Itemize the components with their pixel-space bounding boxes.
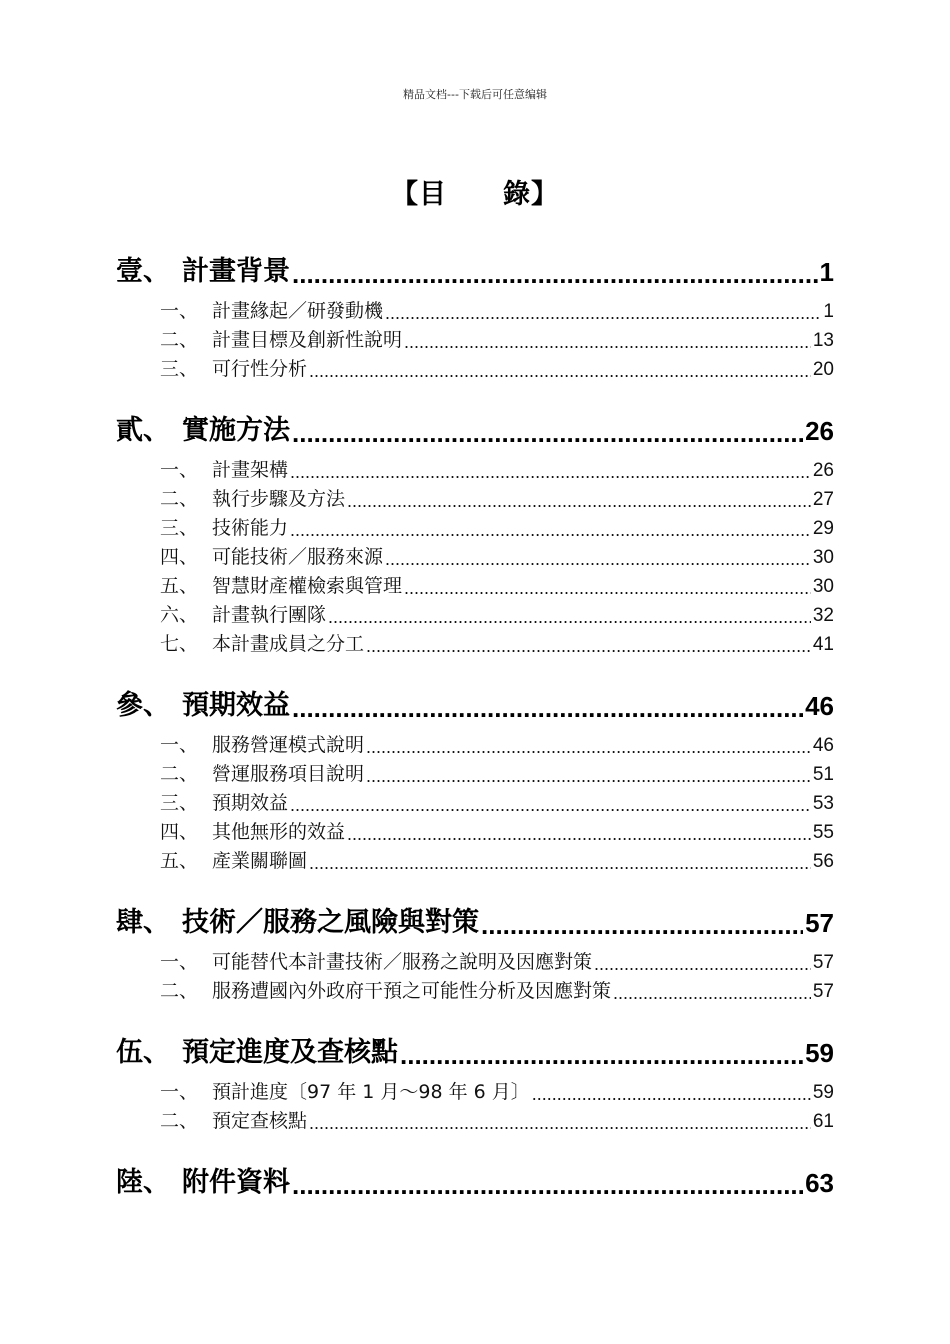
subsection-title: 產業關聯圖 xyxy=(212,850,308,872)
toc-subsection-entry[interactable] xyxy=(160,728,834,757)
toc-subsection-entry[interactable] xyxy=(160,974,834,1003)
dot-leader xyxy=(328,608,811,627)
subsection-number: 二、 xyxy=(160,1110,199,1132)
dot-leader xyxy=(309,1114,811,1133)
subsection-number: 一、 xyxy=(160,459,199,481)
toc-subsection-entry[interactable] xyxy=(160,453,834,482)
page-number: 26 xyxy=(812,460,834,481)
toc-subsection-list xyxy=(116,1075,834,1133)
dot-leader xyxy=(404,579,811,598)
subsection-title: 計畫目標及創新性說明 xyxy=(212,329,403,351)
page-number: 57 xyxy=(812,952,834,973)
toc-subsection-entry[interactable] xyxy=(160,352,834,381)
subsection-number: 二、 xyxy=(160,980,199,1002)
subsection-title: 營運服務項目說明 xyxy=(212,763,365,785)
subsection-number: 三、 xyxy=(160,792,199,814)
dot-leader xyxy=(292,695,803,722)
dot-leader xyxy=(366,767,811,786)
subsection-number: 一、 xyxy=(160,734,199,756)
subsection-title: 智慧財產權檢索與管理 xyxy=(212,575,403,597)
chapter-title: 預定進度及查核點 xyxy=(182,1037,398,1068)
toc-subsection-entry[interactable] xyxy=(160,511,834,540)
toc-subsection-entry[interactable] xyxy=(160,757,834,786)
dot-leader xyxy=(290,463,811,482)
page-number: 1 xyxy=(823,301,834,322)
page-number: 56 xyxy=(812,851,834,872)
page-number: 1 xyxy=(819,257,834,287)
toc-chapter-entry[interactable] xyxy=(116,1025,834,1069)
toc-subsection-entry[interactable] xyxy=(160,786,834,815)
subsection-number: 二、 xyxy=(160,329,199,351)
subsection-title: 技術能力 xyxy=(212,517,289,539)
subsection-number: 一、 xyxy=(160,1081,199,1103)
chapter-number: 肆、 xyxy=(116,907,170,938)
toc-subsection-entry[interactable] xyxy=(160,945,834,974)
dot-leader xyxy=(404,333,811,352)
dot-leader xyxy=(385,550,811,569)
toc-subsection-entry[interactable] xyxy=(160,323,834,352)
toc-chapter-entry[interactable] xyxy=(116,895,834,939)
subsection-title: 計畫架構 xyxy=(212,459,289,481)
toc-subsection-entry[interactable] xyxy=(160,627,834,656)
dot-leader xyxy=(400,1042,803,1069)
toc-subsection-entry[interactable] xyxy=(160,815,834,844)
subsection-title: 本計畫成員之分工 xyxy=(212,633,365,655)
dot-leader xyxy=(613,984,811,1003)
page-number: 27 xyxy=(812,489,834,510)
subsection-number: 一、 xyxy=(160,951,199,973)
section-spacer xyxy=(116,873,834,895)
subsection-number: 七、 xyxy=(160,633,199,655)
section-spacer xyxy=(116,381,834,403)
dot-leader xyxy=(290,796,811,815)
subsection-number: 四、 xyxy=(160,546,199,568)
chapter-title: 預期效益 xyxy=(182,690,290,721)
toc-subsection-entry[interactable] xyxy=(160,540,834,569)
subsection-number: 一、 xyxy=(160,300,199,322)
dot-leader xyxy=(292,1172,803,1199)
section-spacer xyxy=(116,656,834,678)
toc-subsection-entry[interactable] xyxy=(160,598,834,627)
page-number: 46 xyxy=(805,691,834,721)
dot-leader xyxy=(347,825,811,844)
subsection-number: 二、 xyxy=(160,763,199,785)
page-number: 26 xyxy=(805,416,834,446)
subsection-title: 服務遭國內外政府干預之可能性分析及因應對策 xyxy=(212,980,612,1002)
page-header: 精品文档---下载后可任意编辑 xyxy=(403,88,547,101)
dot-leader xyxy=(347,492,811,511)
dot-leader xyxy=(481,912,803,939)
page-number: 30 xyxy=(812,576,834,597)
page-number: 46 xyxy=(812,735,834,756)
chapter-title: 計畫背景 xyxy=(182,256,290,287)
toc-section xyxy=(116,678,834,895)
toc-subsection-entry[interactable] xyxy=(160,844,834,873)
dot-leader xyxy=(309,362,811,381)
subsection-number: 六、 xyxy=(160,604,199,626)
page-number: 57 xyxy=(812,981,834,1002)
chapter-title: 實施方法 xyxy=(182,415,290,446)
toc-chapter-entry[interactable] xyxy=(116,244,834,288)
toc-section xyxy=(116,403,834,678)
subsection-title: 計畫緣起／研發動機 xyxy=(212,300,384,322)
subsection-title: 預期效益 xyxy=(212,792,289,814)
toc-subsection-entry[interactable] xyxy=(160,1075,834,1104)
section-spacer xyxy=(116,1003,834,1025)
dot-leader xyxy=(366,637,811,656)
page-number: 20 xyxy=(812,359,834,380)
page-number: 29 xyxy=(812,518,834,539)
page-number: 63 xyxy=(805,1168,834,1198)
dot-leader xyxy=(292,420,803,447)
subsection-number: 三、 xyxy=(160,517,199,539)
subsection-title: 預計進度〔97 年 1 月～98 年 6 月〕 xyxy=(212,1081,530,1103)
chapter-title: 附件資料 xyxy=(182,1167,290,1198)
toc-subsection-list xyxy=(116,294,834,381)
page-number: 51 xyxy=(812,764,834,785)
toc-chapter-entry[interactable] xyxy=(116,678,834,722)
chapter-number: 參、 xyxy=(116,690,170,721)
toc-subsection-list xyxy=(116,453,834,656)
dot-leader xyxy=(292,261,818,288)
toc-section xyxy=(116,895,834,1025)
dot-leader xyxy=(532,1085,811,1104)
toc-chapter-entry[interactable] xyxy=(116,1155,834,1199)
subsection-title: 可能技術／服務來源 xyxy=(212,546,384,568)
page-number: 61 xyxy=(812,1111,834,1132)
toc-title: 【目 錄】 xyxy=(391,179,559,210)
dot-leader xyxy=(385,304,821,323)
page-number: 55 xyxy=(812,822,834,843)
subsection-title: 服務營運模式說明 xyxy=(212,734,365,756)
chapter-number: 陸、 xyxy=(116,1167,170,1198)
chapter-number: 伍、 xyxy=(116,1037,170,1068)
page-number: 59 xyxy=(805,1038,834,1068)
subsection-number: 五、 xyxy=(160,575,199,597)
dot-leader xyxy=(309,854,811,873)
page-number: 57 xyxy=(805,908,834,938)
toc-section xyxy=(116,244,834,403)
toc-chapter-entry[interactable] xyxy=(116,403,834,447)
subsection-title: 計畫執行團隊 xyxy=(212,604,327,626)
subsection-number: 四、 xyxy=(160,821,199,843)
toc-subsection-list xyxy=(116,728,834,873)
toc-section xyxy=(116,1025,834,1155)
subsection-title: 預定查核點 xyxy=(212,1110,308,1132)
toc-subsection-entry[interactable] xyxy=(160,482,834,511)
subsection-title: 可行性分析 xyxy=(212,358,308,380)
table-of-contents xyxy=(116,244,834,1199)
toc-section xyxy=(116,1155,834,1199)
subsection-number: 二、 xyxy=(160,488,199,510)
subsection-title: 其他無形的效益 xyxy=(212,821,346,843)
chapter-number: 壹、 xyxy=(116,256,170,287)
toc-subsection-entry[interactable] xyxy=(160,1104,834,1133)
page-number: 32 xyxy=(812,605,834,626)
page-number: 59 xyxy=(812,1082,834,1103)
subsection-number: 五、 xyxy=(160,850,199,872)
chapter-title: 技術／服務之風險與對策 xyxy=(182,907,479,938)
section-spacer xyxy=(116,1133,834,1155)
toc-subsection-list xyxy=(116,945,834,1003)
dot-leader xyxy=(594,955,811,974)
subsection-number: 三、 xyxy=(160,358,199,380)
subsection-title: 可能替代本計畫技術／服務之說明及因應對策 xyxy=(212,951,593,973)
dot-leader xyxy=(290,521,811,540)
toc-subsection-entry[interactable] xyxy=(160,569,834,598)
page-number: 53 xyxy=(812,793,834,814)
page-number: 13 xyxy=(812,330,834,351)
page-number: 41 xyxy=(812,634,834,655)
toc-subsection-entry[interactable] xyxy=(160,294,834,323)
chapter-number: 貳、 xyxy=(116,415,170,446)
subsection-title: 執行步驟及方法 xyxy=(212,488,346,510)
page-number: 30 xyxy=(812,547,834,568)
dot-leader xyxy=(366,738,811,757)
